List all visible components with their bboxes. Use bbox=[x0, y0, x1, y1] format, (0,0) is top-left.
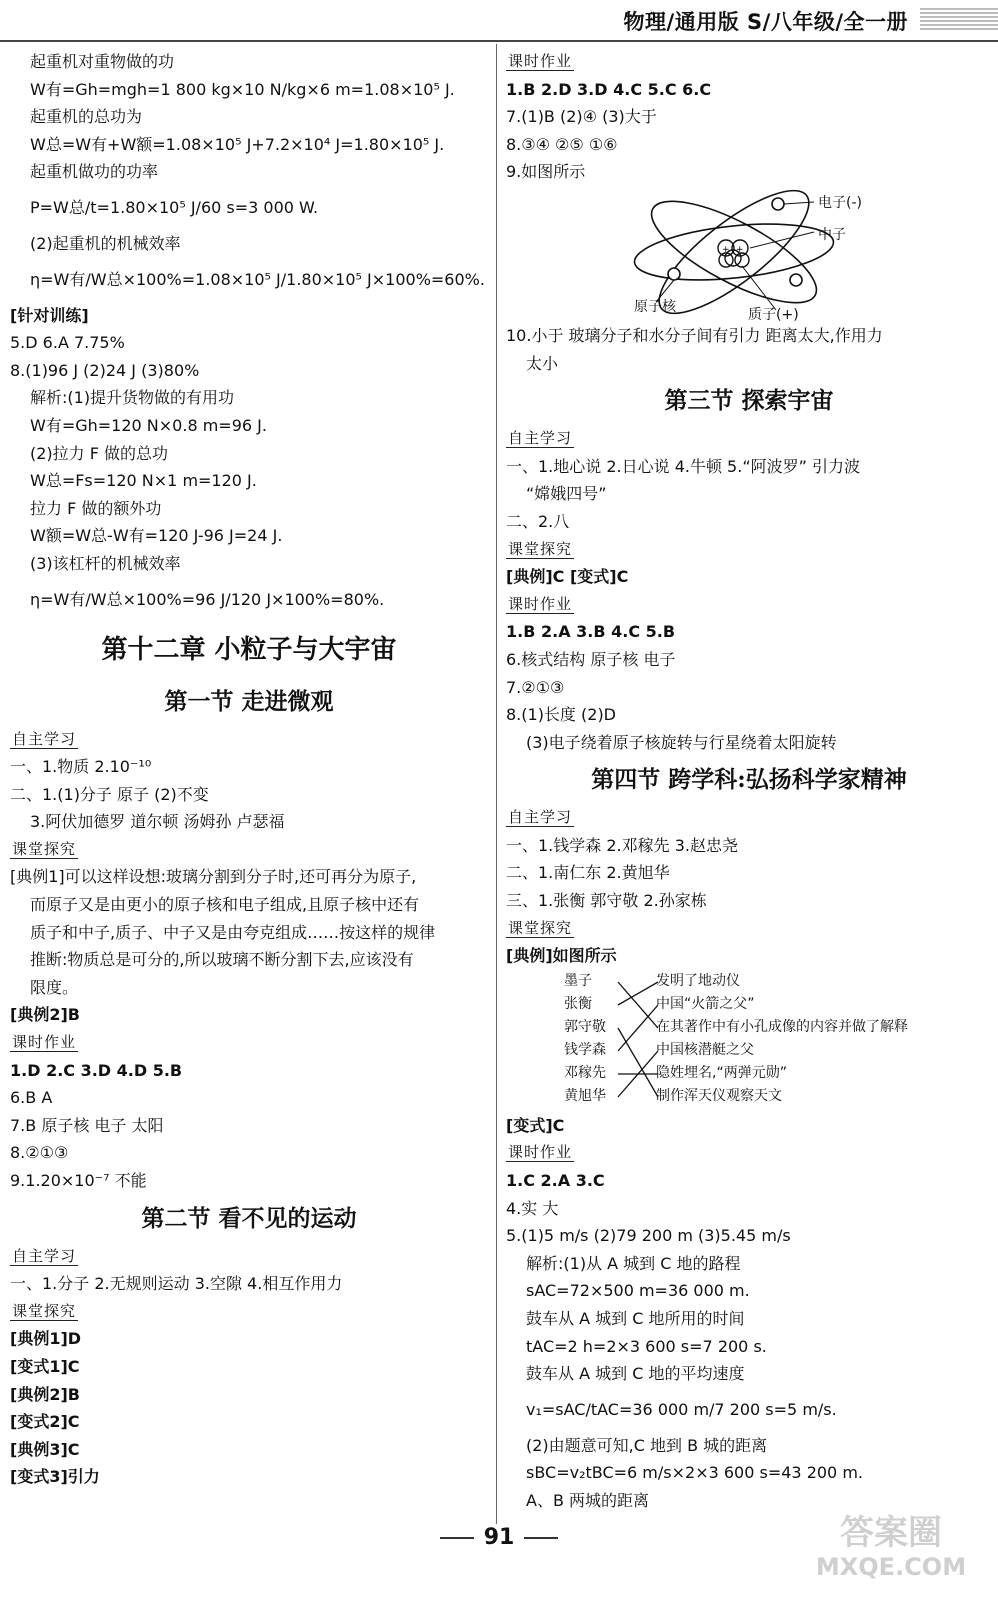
text-line: 1.B 2.A 3.B 4.C 5.B bbox=[506, 622, 676, 642]
right-mid-block bbox=[506, 322, 992, 970]
achievement-text: 隐姓埋名,“两弹元勋” bbox=[656, 1064, 787, 1081]
scientist-name: 黄旭华 bbox=[564, 1087, 606, 1104]
chapter-title: 第十二章 小粒子与大宇宙 bbox=[101, 634, 397, 665]
text-line: 1.B 2.D 3.D 4.C 5.C 6.C bbox=[506, 79, 712, 99]
text-line: “嫦娥四号” bbox=[526, 484, 607, 504]
section-title: 第二节 看不见的运动 bbox=[141, 1204, 357, 1232]
achievement-text: 制作浑天仪观察天文 bbox=[656, 1087, 782, 1104]
achievement-text: 中国“火箭之父” bbox=[656, 995, 755, 1012]
text-line: 而原子又是由更小的原子核和电子组成,且原子核中还有 bbox=[30, 895, 420, 915]
text-line: 8.(1)长度 (2)D bbox=[506, 705, 617, 725]
text-line: 起重机对重物做的功 bbox=[30, 52, 175, 71]
text-line: (3)该杠杆的机械效率 bbox=[30, 553, 181, 573]
achievement-text: 中国核潜艇之父 bbox=[656, 1041, 754, 1058]
text-line: sAC=72×500 m=36 000 m. bbox=[526, 1281, 750, 1301]
text-line: [变式]C bbox=[506, 1115, 565, 1135]
text-line: 解析:(1)提升货物做的有用功 bbox=[30, 388, 235, 408]
text-line: [典例]C [变式]C bbox=[506, 567, 629, 587]
text-line: 拉力 F 做的额外功 bbox=[30, 498, 162, 518]
text-line: 一、1.分子 2.无规则运动 3.空隙 4.相互作用力 bbox=[10, 1274, 343, 1294]
text-line: 10.小于 玻璃分子和水分子间有引力 距离太大,作用力 bbox=[506, 325, 883, 345]
achievement-text: 发明了地动仪 bbox=[656, 972, 740, 989]
right-top-block bbox=[506, 48, 992, 186]
text-line: [典例2]B bbox=[10, 1384, 80, 1404]
text-line: W总=W有+W额=1.08×10⁵ J+7.2×10⁴ J=1.80×10⁵ J. bbox=[30, 134, 445, 154]
header-decoration bbox=[920, 8, 998, 30]
text-line: 二、1.(1)分子 原子 (2)不变 bbox=[10, 784, 209, 804]
section-title: 第一节 走进微观 bbox=[164, 687, 334, 715]
svg-text:+: + bbox=[736, 244, 744, 255]
footer-dash-right bbox=[524, 1537, 558, 1539]
right-column bbox=[506, 48, 992, 1515]
atom-figure bbox=[506, 186, 992, 322]
section-tag: 自主学习 bbox=[508, 429, 573, 448]
section-tag: 课堂探究 bbox=[508, 539, 573, 558]
text-line: 8.②①③ bbox=[10, 1143, 69, 1163]
section-tag: 课时作业 bbox=[508, 52, 573, 70]
text-line: 7.(1)B (2)④ (3)大于 bbox=[506, 107, 657, 127]
section-tag: 自主学习 bbox=[508, 808, 573, 827]
section-tag: 自主学习 bbox=[12, 729, 77, 748]
svg-text:+: + bbox=[722, 244, 730, 255]
right-bottom-block bbox=[506, 1112, 992, 1515]
text-line: (2)拉力 F 做的总功 bbox=[30, 443, 169, 463]
text-line: [变式1]C bbox=[10, 1356, 80, 1376]
text-line: 起重机的总功为 bbox=[30, 107, 143, 127]
text-line: 太小 bbox=[526, 353, 559, 373]
text-line: 4.实 大 bbox=[506, 1198, 559, 1218]
text-line: 推断:物质总是可分的,所以玻璃不断分割下去,应该没有 bbox=[30, 950, 414, 970]
footer-dash-left bbox=[440, 1537, 474, 1539]
text-line: [典例2]B bbox=[10, 1005, 80, 1025]
text-line: 5.D 6.A 7.75% bbox=[10, 333, 125, 353]
text-line: η=W有/W总×100%=1.08×10⁵ J/1.80×10⁵ J×100%=60%. bbox=[30, 269, 485, 289]
text-line: [变式3]引力 bbox=[10, 1467, 100, 1487]
text-line: η=W有/W总×100%=96 J/120 J×100%=80%. bbox=[30, 589, 385, 609]
text-line: 解析:(1)从 A 城到 C 地的路程 bbox=[526, 1253, 741, 1273]
text-line: 7.B 原子核 电子 太阳 bbox=[10, 1115, 164, 1135]
text-line: sBC=v₂tBC=6 m/s×2×3 600 s=43 200 m. bbox=[526, 1463, 863, 1483]
text-line: 9.如图所示 bbox=[506, 162, 586, 182]
text-line: 9.1.20×10⁻⁷ 不能 bbox=[10, 1171, 147, 1190]
text-line: (2)起重机的机械效率 bbox=[30, 233, 181, 253]
section-tag: 课堂探究 bbox=[508, 918, 573, 937]
scientist-name: 张衡 bbox=[564, 995, 592, 1012]
scientist-name: 郭守敬 bbox=[564, 1018, 606, 1035]
section-tag: 课堂探究 bbox=[12, 839, 77, 858]
left-column bbox=[10, 48, 488, 1491]
scientist-name: 邓稼先 bbox=[564, 1064, 606, 1081]
text-line: W有=Gh=mgh=1 800 kg×10 N/kg×6 m=1.08×10⁵ J. bbox=[30, 79, 455, 99]
scientist-matching bbox=[506, 970, 992, 1112]
scientist-name: 墨子 bbox=[564, 972, 592, 989]
section-tag: 课时作业 bbox=[12, 1033, 77, 1052]
section-tag: 课时作业 bbox=[508, 594, 573, 613]
nucleus bbox=[718, 240, 749, 267]
text-line: (3)电子绕着原子核旋转与行星绕着太阳旋转 bbox=[526, 732, 837, 752]
text-line: 一、1.物质 2.10⁻¹⁰ bbox=[10, 757, 152, 777]
text-line: v₁=sAC/tAC=36 000 m/7 200 s=5 m/s. bbox=[526, 1399, 837, 1419]
text-line: 6.核式结构 原子核 电子 bbox=[506, 649, 676, 669]
section-tag: 自主学习 bbox=[12, 1246, 77, 1265]
text-line: tAC=2 h=2×3 600 s=7 200 s. bbox=[526, 1336, 767, 1356]
text-line: W额=W总-W有=120 J-96 J=24 J. bbox=[30, 526, 283, 546]
achievement-text: 在其著作中有小孔成像的内容并做了解释 bbox=[656, 1018, 908, 1035]
text-line: A、B 两城的距离 bbox=[526, 1490, 650, 1510]
header-rule bbox=[0, 40, 998, 42]
text-line: 一、1.地心说 2.日心说 4.牛顿 5.“阿波罗” 引力波 bbox=[506, 456, 860, 476]
matching-right-list bbox=[656, 970, 908, 1108]
header-title: 物理/通用版 S/八年级/全一册 bbox=[623, 10, 908, 34]
text-line: 起重机做功的功率 bbox=[30, 162, 159, 182]
section-tag: 课堂探究 bbox=[12, 1301, 77, 1320]
text-line: [典例1]D bbox=[10, 1329, 82, 1349]
text-line: [典例3]C bbox=[10, 1439, 80, 1459]
text-line: 二、2.八 bbox=[506, 511, 570, 531]
section-title: 第三节 探索宇宙 bbox=[664, 387, 834, 415]
matching-lines bbox=[616, 970, 660, 1110]
nucleus-label: 原子核 bbox=[634, 298, 676, 315]
watermark: 答案圈 MXQE.COM bbox=[815, 1513, 967, 1581]
text-line: W总=Fs=120 N×1 m=120 J. bbox=[30, 471, 257, 491]
text-line: 8.③④ ②⑤ ①⑥ bbox=[506, 134, 618, 154]
text-line: [针对训练] bbox=[10, 305, 89, 325]
text-line: 5.(1)5 m/s (2)79 200 m (3)5.45 m/s bbox=[506, 1226, 791, 1246]
electron-label: 电子(-) bbox=[818, 194, 862, 211]
text-line: 二、1.南仁东 2.黄旭华 bbox=[506, 863, 670, 883]
text-line: 1.D 2.C 3.D 4.D 5.B bbox=[10, 1060, 183, 1080]
text-line: 三、1.张衡 郭守敬 2.孙家栋 bbox=[506, 891, 707, 911]
section-title: 第四节 跨学科:弘扬科学家精神 bbox=[591, 766, 907, 794]
text-line: 8.(1)96 J (2)24 J (3)80% bbox=[10, 360, 200, 380]
scientist-name: 钱学森 bbox=[564, 1041, 606, 1058]
text-line: 1.C 2.A 3.C bbox=[506, 1171, 605, 1191]
text-line: 一、1.钱学森 2.邓稼先 3.赵忠尧 bbox=[506, 835, 738, 855]
text-line: [典例1]可以这样设想:玻璃分割到分子时,还可再分为原子, bbox=[10, 867, 417, 887]
text-line: P=W总/t=1.80×10⁵ J/60 s=3 000 W. bbox=[30, 197, 319, 217]
text-line: W有=Gh=120 N×0.8 m=96 J. bbox=[30, 415, 267, 435]
text-line: 鼓车从 A 城到 C 地的平均速度 bbox=[526, 1364, 745, 1384]
text-line: 质子和中子,质子、中子又是由夸克组成……按这样的规律 bbox=[30, 922, 436, 942]
page-header bbox=[0, 0, 998, 40]
matching-left-list bbox=[564, 970, 606, 1108]
page-number: 91 bbox=[483, 1525, 515, 1550]
text-line: 限度。 bbox=[30, 977, 79, 997]
text-line: 7.②①③ bbox=[506, 677, 565, 697]
text-line: [典例]如图所示 bbox=[506, 946, 617, 966]
text-line: 鼓车从 A 城到 C 地所用的时间 bbox=[526, 1309, 745, 1328]
column-divider bbox=[496, 44, 497, 1524]
text-line: (2)由题意可知,C 地到 B 城的距离 bbox=[526, 1435, 768, 1455]
section-tag: 课时作业 bbox=[508, 1143, 573, 1162]
proton-label: 质子(+) bbox=[748, 306, 799, 323]
text-line: 6.B A bbox=[10, 1088, 53, 1108]
neutron-label: 中子 bbox=[818, 226, 846, 243]
text-line: [变式2]C bbox=[10, 1412, 80, 1432]
text-line: 3.阿伏加德罗 道尔顿 汤姆孙 卢瑟福 bbox=[30, 812, 285, 832]
